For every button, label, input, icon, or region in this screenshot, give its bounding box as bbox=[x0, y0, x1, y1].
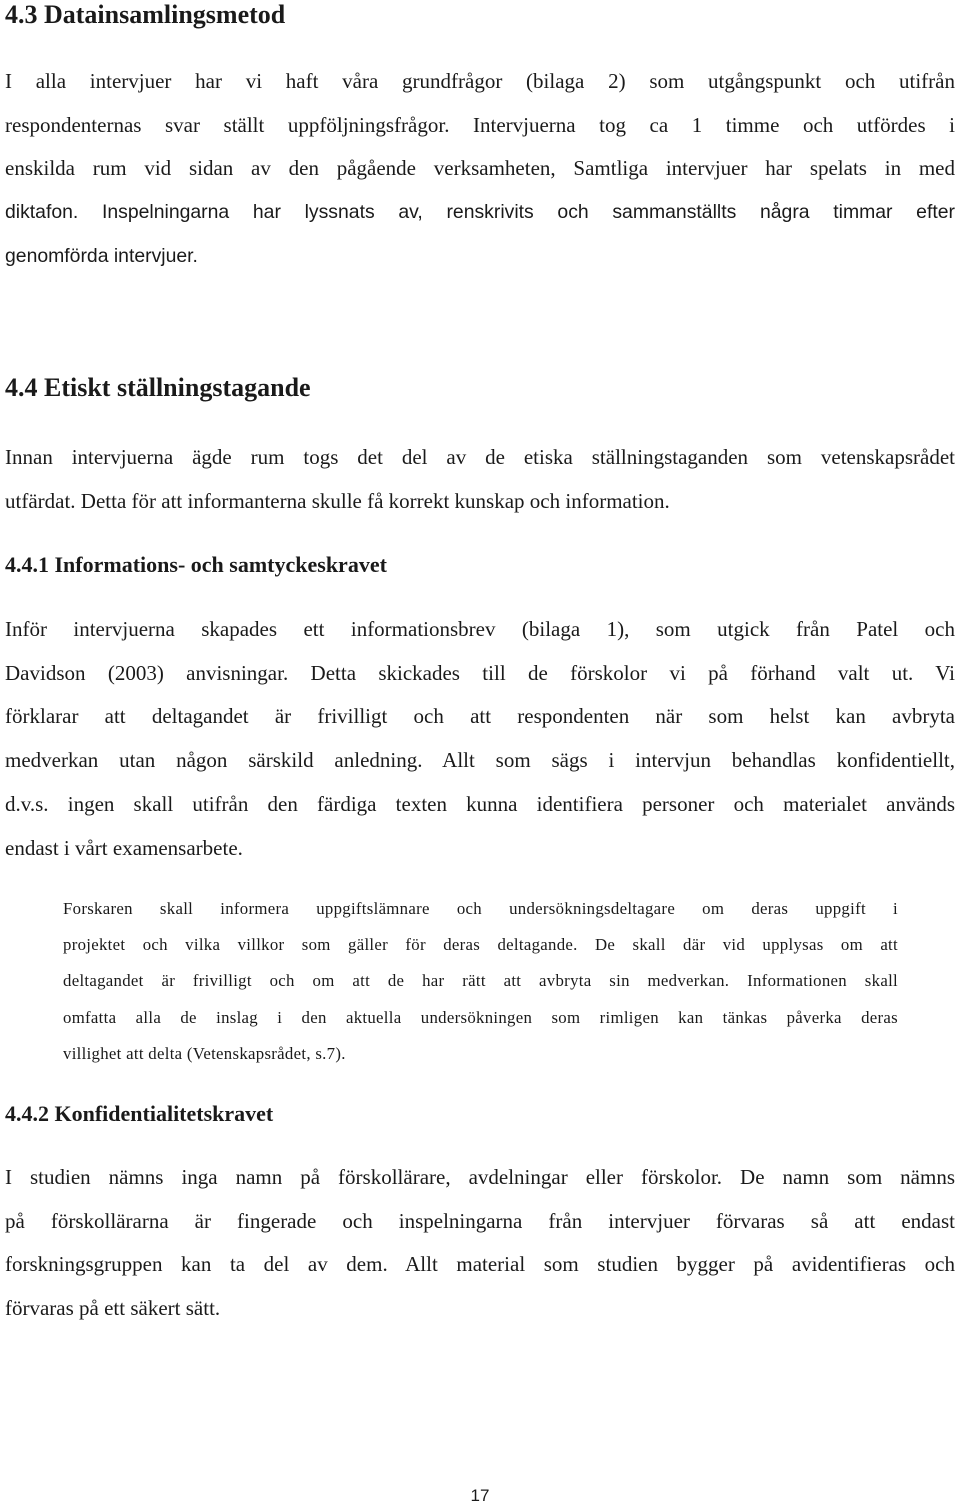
text-line: diktafon. Inspelningarna har lyssnats av, renskrivits och sammanställts några timmar efter bbox=[5, 201, 955, 224]
text-line: I alla intervjuer har vi haft våra grundfrågor (bilaga 2) som utgångspunkt och utifrån bbox=[5, 69, 955, 93]
section-heading-4-4-1: 4.4.1 Informations- och samtyckeskravet bbox=[5, 552, 387, 577]
text-line: d.v.s. ingen skall utifrån den färdiga texten kunna identifiera personer och materialet används bbox=[5, 791, 955, 816]
block-quote bbox=[63, 891, 898, 1072]
paragraph-etiskt bbox=[5, 436, 955, 523]
text-line: enskilda rum vid sidan av den pågående verksamheten, Samtliga intervjuer har spelats in med bbox=[5, 156, 955, 181]
quote-line: projektet och vilka villkor som gäller för deras deltagande. De skall där vid upplysas om att bbox=[63, 935, 898, 955]
section-heading-4-4: 4.4 Etiskt ställningstagande bbox=[5, 373, 311, 402]
quote-line: deltagandet är frivilligt och om att de har rätt att avbryta sin medverkan. Informationen skall bbox=[63, 971, 898, 991]
paragraph-informationskravet-text bbox=[5, 608, 955, 870]
paragraph-etiskt-text bbox=[5, 436, 955, 523]
text-line: Inför intervjuerna skapades ett informationsbrev (bilaga 1), som utgick från Patel och bbox=[5, 617, 955, 641]
text-line: endast i vårt examensarbete. bbox=[5, 835, 243, 860]
text-line: respondenternas svar ställt uppföljningsfrågor. Intervjuerna tog ca 1 timme och utfördes i bbox=[5, 112, 955, 137]
text-line: förklarar att deltagandet är frivilligt och att respondenten när som helst kan avbryta bbox=[5, 704, 955, 729]
text-line: Davidson (2003) anvisningar. Detta skickades till de förskolor vi på förhand valt ut. Vi bbox=[5, 660, 955, 685]
quote-line: Forskaren skall informera uppgiftslämnare och undersökningsdeltagare om deras uppgift i bbox=[63, 899, 898, 918]
paragraph-konfidentialitet bbox=[5, 1156, 955, 1331]
text-line: forskningsgruppen kan ta del av dem. Allt material som studien bygger på avidentifieras och bbox=[5, 1252, 955, 1277]
text-line: på förskollärarna är fingerade och inspelningarna från intervjuer förvaras så att endast bbox=[5, 1208, 955, 1233]
text-line: Innan intervjuerna ägde rum togs det del av de etiska ställningstaganden som vetenskapsrådet bbox=[5, 445, 955, 469]
text-line: utfärdat. Detta för att informanterna skulle få korrekt kunskap och information. bbox=[5, 488, 670, 513]
text-line: I studien nämns inga namn på förskollärare, avdelningar eller förskolor. De namn som nämns bbox=[5, 1165, 955, 1189]
text-line: medverkan utan någon särskild anledning. Allt som sägs i intervjun behandlas konfidentiellt, bbox=[5, 748, 955, 773]
quote-line: omfatta alla de inslag i den aktuella undersökningen som rimligen kan tänkas påverka deras bbox=[63, 1007, 898, 1027]
text-line: förvaras på ett säkert sätt. bbox=[5, 1296, 221, 1321]
quote-line: villighet att delta (Vetenskapsrådet, s.7). bbox=[63, 1043, 346, 1063]
block-quote-text bbox=[63, 891, 898, 1072]
paragraph-datainsamling-serif bbox=[5, 60, 955, 191]
section-heading-4-3: 4.3 Datainsamlingsmetod bbox=[5, 0, 286, 29]
section-heading-4-4-2: 4.4.2 Konfidentialitetskravet bbox=[5, 1101, 274, 1126]
paragraph-datainsamling-sans bbox=[5, 191, 955, 278]
page-number: 17 bbox=[470, 1486, 490, 1505]
paragraph-informationskravet bbox=[5, 608, 955, 870]
paragraph-datainsamling bbox=[5, 60, 955, 279]
paragraph-konfidentialitet-text bbox=[5, 1156, 955, 1331]
text-line: genomförda intervjuer. bbox=[5, 244, 198, 267]
